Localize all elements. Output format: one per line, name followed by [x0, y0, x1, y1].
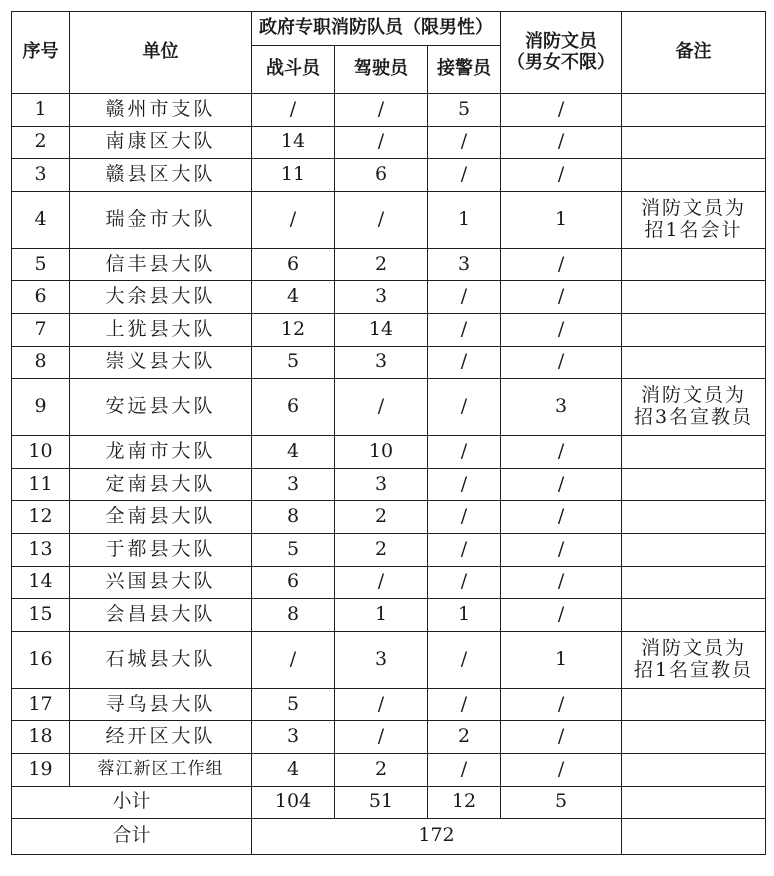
row-remark [622, 631, 766, 688]
table-row [12, 533, 766, 566]
row-driver: 3 [335, 631, 428, 688]
row-driver: / [335, 566, 428, 599]
row-clerk: / [501, 753, 622, 786]
row-clerk: / [501, 313, 622, 346]
remark-line1: 消防文员为 [641, 384, 747, 407]
row-remark [622, 281, 766, 314]
row-remark [622, 191, 766, 248]
row-unit: 南康区大队 [70, 126, 252, 159]
row-clerk: / [501, 599, 622, 632]
subtotal-dispatcher: 12 [428, 786, 501, 818]
table-row [12, 159, 766, 192]
remark-line2: 招1名宣教员 [633, 658, 754, 681]
row-clerk: / [501, 566, 622, 599]
table-row [12, 346, 766, 379]
row-remark [622, 566, 766, 599]
remark-line2: 招3名宣教员 [633, 406, 754, 429]
row-dispatcher: / [428, 281, 501, 314]
row-unit: 蓉江新区工作组 [70, 753, 252, 786]
row-clerk: / [501, 468, 622, 501]
row-remark [622, 501, 766, 534]
row-fighter: / [252, 191, 335, 248]
row-unit: 寻乌县大队 [70, 688, 252, 721]
row-remark [622, 313, 766, 346]
table-row [12, 566, 766, 599]
header-dispatcher: 接警员 [428, 46, 501, 94]
row-unit: 于都县大队 [70, 533, 252, 566]
row-remark [622, 248, 766, 281]
subtotal-fighter: 104 [252, 786, 335, 818]
row-unit: 瑞金市大队 [70, 191, 252, 248]
row-fighter: 11 [252, 159, 335, 192]
row-seq: 4 [12, 191, 70, 248]
row-clerk: / [501, 159, 622, 192]
table-row [12, 599, 766, 632]
table-row [12, 281, 766, 314]
row-clerk: / [501, 281, 622, 314]
row-unit: 石城县大队 [70, 631, 252, 688]
table-row [12, 436, 766, 469]
remark-line1: 消防文员为 [641, 636, 747, 659]
total-row [12, 818, 766, 854]
row-fighter: 5 [252, 688, 335, 721]
row-remark [622, 126, 766, 159]
row-clerk: 3 [501, 379, 622, 436]
table-row [12, 688, 766, 721]
row-driver: / [335, 379, 428, 436]
header-unit: 单位 [70, 12, 252, 94]
row-unit: 崇义县大队 [70, 346, 252, 379]
row-dispatcher: / [428, 346, 501, 379]
row-dispatcher: 2 [428, 721, 501, 754]
row-remark [622, 599, 766, 632]
row-dispatcher: / [428, 468, 501, 501]
row-fighter: 5 [252, 346, 335, 379]
row-seq: 12 [12, 501, 70, 534]
row-driver: / [335, 126, 428, 159]
table-row [12, 468, 766, 501]
row-dispatcher: / [428, 501, 501, 534]
row-unit: 安远县大队 [70, 379, 252, 436]
row-fighter: 4 [252, 436, 335, 469]
table-row [12, 313, 766, 346]
row-driver: 2 [335, 501, 428, 534]
row-remark [622, 721, 766, 754]
header-clerk-line1: 消防文员 [525, 30, 598, 52]
row-fighter: 6 [252, 248, 335, 281]
row-fighter: 8 [252, 501, 335, 534]
total-value: 172 [252, 818, 622, 854]
row-remark [622, 379, 766, 436]
row-clerk: 1 [501, 191, 622, 248]
table-row [12, 501, 766, 534]
row-unit: 上犹县大队 [70, 313, 252, 346]
header-fighter: 战斗员 [252, 46, 335, 94]
row-driver: / [335, 94, 428, 127]
row-remark [622, 346, 766, 379]
row-unit: 会昌县大队 [70, 599, 252, 632]
row-seq: 18 [12, 721, 70, 754]
subtotal-remark [622, 786, 766, 818]
row-fighter: 8 [252, 599, 335, 632]
row-seq: 7 [12, 313, 70, 346]
row-dispatcher: / [428, 159, 501, 192]
table-row [12, 753, 766, 786]
row-unit: 全南县大队 [70, 501, 252, 534]
row-unit: 兴国县大队 [70, 566, 252, 599]
row-fighter: 3 [252, 721, 335, 754]
row-unit: 定南县大队 [70, 468, 252, 501]
subtotal-clerk: 5 [501, 786, 622, 818]
row-remark [622, 533, 766, 566]
row-seq: 1 [12, 94, 70, 127]
row-remark [622, 94, 766, 127]
row-unit: 经开区大队 [70, 721, 252, 754]
row-seq: 11 [12, 468, 70, 501]
row-seq: 17 [12, 688, 70, 721]
row-driver: / [335, 191, 428, 248]
table-row [12, 721, 766, 754]
subtotal-driver: 51 [335, 786, 428, 818]
row-seq: 9 [12, 379, 70, 436]
row-driver: 3 [335, 346, 428, 379]
row-fighter: 4 [252, 753, 335, 786]
row-dispatcher: / [428, 688, 501, 721]
recruitment-table [11, 11, 766, 855]
total-remark [622, 818, 766, 854]
row-clerk: / [501, 126, 622, 159]
table-row [12, 379, 766, 436]
row-remark [622, 688, 766, 721]
row-fighter: 6 [252, 566, 335, 599]
header-remark: 备注 [622, 12, 766, 94]
header-driver: 驾驶员 [335, 46, 428, 94]
table-row [12, 248, 766, 281]
row-clerk: / [501, 436, 622, 469]
row-clerk: / [501, 721, 622, 754]
row-remark [622, 753, 766, 786]
row-driver: 1 [335, 599, 428, 632]
row-seq: 10 [12, 436, 70, 469]
row-clerk: / [501, 688, 622, 721]
table-row [12, 94, 766, 127]
row-dispatcher: 1 [428, 599, 501, 632]
row-dispatcher: 3 [428, 248, 501, 281]
subtotal-row [12, 786, 766, 818]
table-row [12, 631, 766, 688]
row-seq: 13 [12, 533, 70, 566]
row-fighter: / [252, 631, 335, 688]
total-label: 合计 [12, 818, 252, 854]
row-seq: 14 [12, 566, 70, 599]
remark-line2: 招1名会计 [644, 218, 743, 241]
row-clerk: / [501, 501, 622, 534]
table-row [12, 126, 766, 159]
row-seq: 2 [12, 126, 70, 159]
row-dispatcher: / [428, 566, 501, 599]
row-fighter: 4 [252, 281, 335, 314]
row-seq: 3 [12, 159, 70, 192]
row-clerk: 1 [501, 631, 622, 688]
row-driver: 2 [335, 533, 428, 566]
row-fighter: 3 [252, 468, 335, 501]
row-unit: 大余县大队 [70, 281, 252, 314]
row-remark [622, 159, 766, 192]
row-dispatcher: / [428, 379, 501, 436]
row-driver: / [335, 721, 428, 754]
row-dispatcher: / [428, 533, 501, 566]
row-unit: 赣州市支队 [70, 94, 252, 127]
row-seq: 16 [12, 631, 70, 688]
table-body [12, 94, 766, 787]
row-clerk: / [501, 533, 622, 566]
row-seq: 5 [12, 248, 70, 281]
row-driver: 3 [335, 468, 428, 501]
row-fighter: / [252, 94, 335, 127]
row-driver: 3 [335, 281, 428, 314]
row-seq: 15 [12, 599, 70, 632]
row-dispatcher: 5 [428, 94, 501, 127]
subtotal-label: 小计 [12, 786, 252, 818]
row-driver: 6 [335, 159, 428, 192]
row-fighter: 6 [252, 379, 335, 436]
row-remark [622, 436, 766, 469]
header-clerk-line2: （男女不限） [507, 51, 616, 73]
row-driver: 10 [335, 436, 428, 469]
row-unit: 龙南市大队 [70, 436, 252, 469]
row-unit: 赣县区大队 [70, 159, 252, 192]
row-clerk: / [501, 248, 622, 281]
row-fighter: 12 [252, 313, 335, 346]
row-dispatcher: 1 [428, 191, 501, 248]
row-driver: 14 [335, 313, 428, 346]
row-driver: 2 [335, 753, 428, 786]
header-gov-firefighters: 政府专职消防队员（限男性） [252, 12, 501, 46]
row-unit: 信丰县大队 [70, 248, 252, 281]
table-row [12, 191, 766, 248]
row-dispatcher: / [428, 126, 501, 159]
row-fighter: 5 [252, 533, 335, 566]
row-seq: 19 [12, 753, 70, 786]
row-fighter: 14 [252, 126, 335, 159]
row-driver: 2 [335, 248, 428, 281]
row-dispatcher: / [428, 631, 501, 688]
row-driver: / [335, 688, 428, 721]
header-seq: 序号 [12, 12, 70, 94]
header-clerk [501, 12, 622, 94]
row-clerk: / [501, 346, 622, 379]
row-seq: 8 [12, 346, 70, 379]
row-seq: 6 [12, 281, 70, 314]
row-dispatcher: / [428, 436, 501, 469]
row-dispatcher: / [428, 753, 501, 786]
row-clerk: / [501, 94, 622, 127]
row-dispatcher: / [428, 313, 501, 346]
row-remark [622, 468, 766, 501]
remark-line1: 消防文员为 [641, 196, 747, 219]
